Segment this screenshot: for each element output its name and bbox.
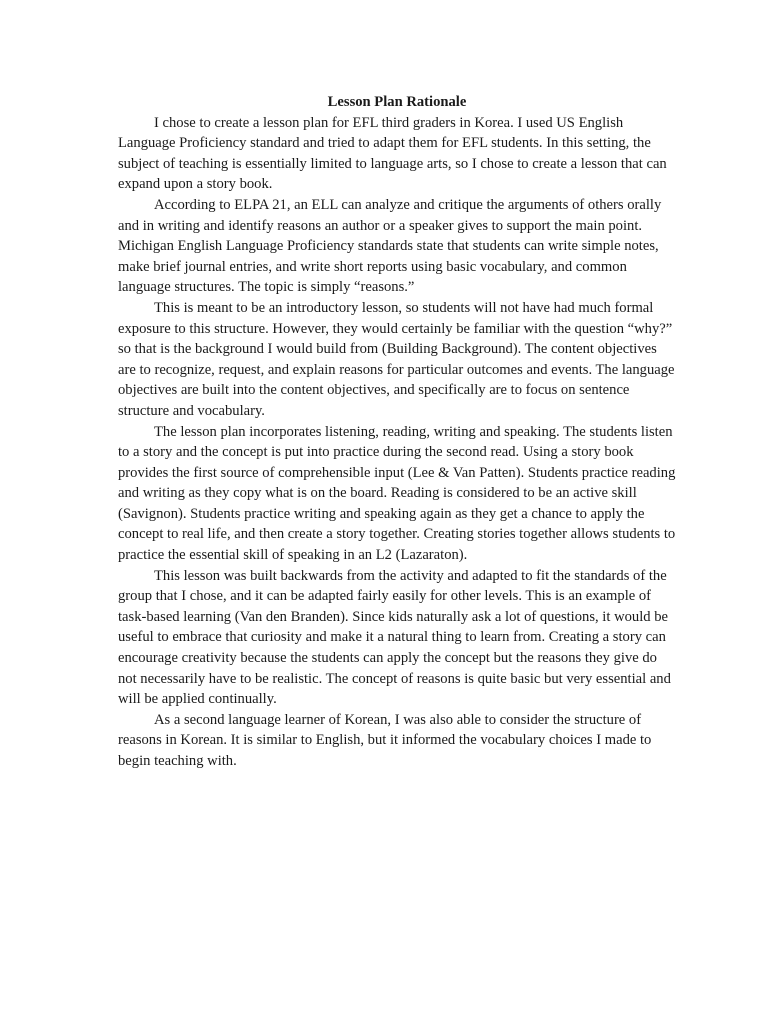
paragraph-5: This lesson was built backwards from the activity and adapted to fit the standards of the group that I chose, and it can be adapted fairly easily for other levels. This is an example of task-based learning (Van den Branden). Since kids naturally ask a lot of questions, it would be useful to embrace that curiosity and make it a natural thing to learn from. Creating a story can encourage creativity because the students can apply the concept but the reasons they give do not necessarily have to be realistic. The concept of reasons is quite basic but very essential and will be applied continually. (118, 567, 671, 708)
document-title: Lesson Plan Rationale (327, 94, 467, 110)
paragraph-3: This is meant to be an introductory lesson, so students will not have had much formal exposure to this structure. However, they would certainly be familiar with the question “why?” so that is the background I would build from (Building Background). The content objectives are to recognize, request, and explain reasons for particular outcomes and events. The language objectives are built into the content objectives, and specifically are to focus on sentence structure and vocabulary. (118, 299, 675, 419)
document-body (118, 92, 676, 772)
paragraph-6: As a second language learner of Korean, I was also able to consider the structure of reasons in Korean. It is similar to English, but it informed the vocabulary choices I made to begin teaching with. (118, 711, 652, 769)
paragraph-2: According to ELPA 21, an ELL can analyze and critique the arguments of others orally and in writing and identify reasons an author or a speaker gives to support the main point. Michigan English Language Proficiency standards state that students can write simple notes, make brief journal entries, and write short reports using basic vocabulary, and common language structures. The topic is simply “reasons.” (118, 196, 662, 296)
paragraph-4: The lesson plan incorporates listening, reading, writing and speaking. The students listen to a story and the concept is put into practice during the second read. Using a story book provides the first source of comprehensible input (Lee & Van Patten). Students practice reading and writing as they copy what is on the board. Reading is considered to be an active skill (Savignon). Students practice writing and speaking again as they get a chance to apply the concept to real life, and then create a story together. Creating stories together allows students to practice the essential skill of speaking in an L2 (Lazaraton). (118, 423, 676, 564)
paragraph-1: I chose to create a lesson plan for EFL third graders in Korea. I used US English Language Proficiency standard and tried to adapt them for EFL students. In this setting, the subject of teaching is essentially limited to language arts, so I chose to create a lesson that can expand upon a story book. (118, 114, 667, 193)
